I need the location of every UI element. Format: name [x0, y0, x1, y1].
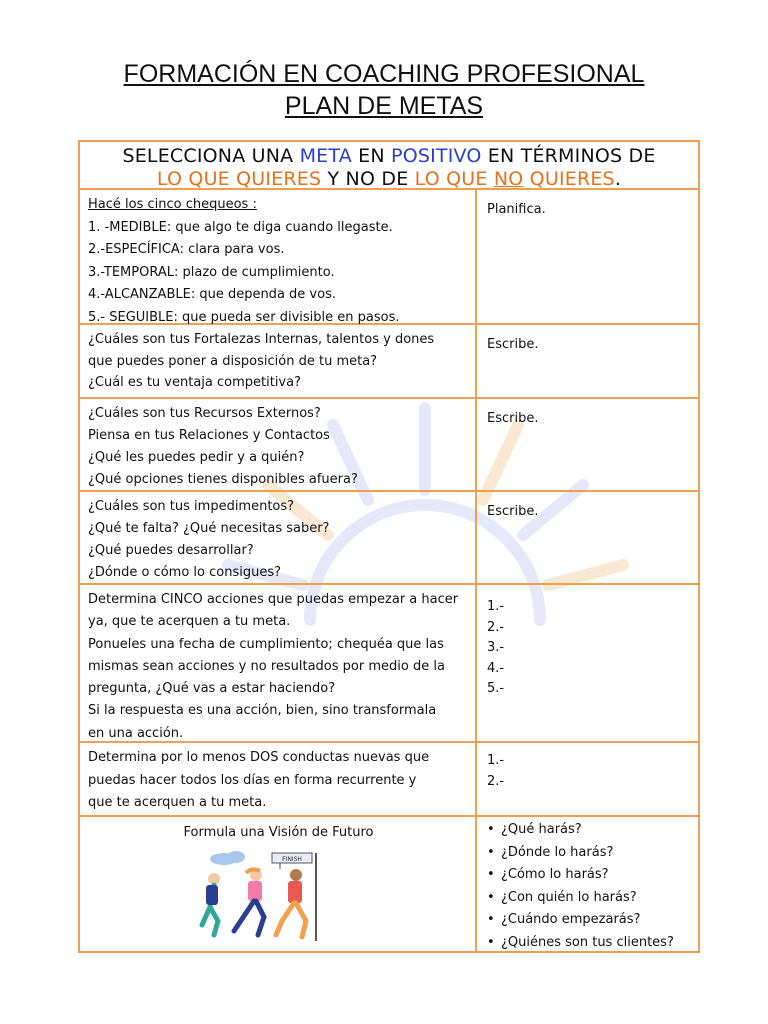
numbered-slot: 4.-	[487, 660, 505, 676]
header-no: NO	[493, 168, 524, 190]
cell-line: ¿Cuáles son tus Recursos Externos?	[88, 406, 321, 421]
header-lo-que: LO QUE	[414, 168, 494, 190]
cell-line: ¿Qué te falta? ¿Qué necesitas saber?	[88, 521, 330, 536]
header-text: EN TÉRMINOS DE	[481, 145, 656, 167]
right-cell	[477, 399, 698, 490]
table-header	[80, 142, 698, 190]
header-dot: .	[614, 168, 622, 190]
question-item: • ¿Dónde lo harás?	[501, 842, 688, 865]
left-cell	[80, 325, 477, 397]
document-title: FORMACIÓN EN COACHING PROFESIONAL	[123, 60, 645, 88]
cell-line: Escribe.	[487, 504, 539, 519]
cell-line: Piensa en tus Relaciones y Contactos	[88, 428, 330, 443]
vision-questions	[487, 819, 688, 954]
row-conductas	[80, 743, 698, 817]
cell-line: Ponueles una fecha de cumplimiento; chequéa que las	[88, 636, 444, 652]
cell-line: ¿Cuál es tu ventaja competitiva?	[88, 375, 301, 390]
numbered-slot: 1.-	[487, 599, 505, 614]
numbered-slot: 5.-	[487, 681, 505, 697]
cell-line: Escribe.	[487, 337, 539, 352]
right-cell	[477, 585, 698, 741]
cell-line: 5.- SEGUIBLE: que pueda ser divisible en pasos.	[88, 309, 400, 325]
numbered-slot: 2.-	[487, 773, 505, 789]
numbered-slot: 1.-	[487, 753, 505, 768]
right-cell	[477, 190, 698, 323]
row-fortalezas	[80, 325, 698, 399]
right-cell	[477, 325, 698, 397]
cell-line: ¿Qué puedes desarrollar?	[88, 543, 254, 558]
question-item: • ¿Quiénes son tus clientes?	[501, 932, 688, 955]
cell-line: ¿Qué opciones tienes disponibles afuera?	[88, 472, 358, 487]
question-item: • ¿Qué harás?	[501, 819, 688, 842]
cell-line: Determina CINCO acciones que puedas empezar a hacer	[88, 592, 459, 607]
header-meta: META	[299, 145, 352, 167]
row-recursos	[80, 399, 698, 492]
row-vision	[80, 817, 698, 951]
cell-line: mismas sean acciones y no resultados por medio de la	[88, 658, 445, 674]
header-text: Y NO DE	[321, 168, 415, 190]
header-text: SELECCIONA UNA	[122, 145, 300, 167]
left-cell	[80, 743, 477, 815]
cell-line: ¿Cuáles son tus impedimentos?	[88, 499, 295, 514]
cell-line: 2.-ESPECÍFICA: clara para vos.	[88, 242, 285, 258]
question-item: • ¿Cuándo empezarás?	[501, 909, 688, 932]
header-quieres: QUIERES	[523, 168, 615, 190]
right-cell	[477, 743, 698, 815]
question-item: • ¿Con quién lo harás?	[501, 887, 688, 910]
left-cell	[80, 585, 477, 741]
header-lo-que-quieres: LO QUE QUIERES	[156, 168, 322, 190]
vision-title: Formula una Visión de Futuro	[183, 825, 374, 840]
cell-line: ya, que te acerquen a tu meta.	[88, 614, 291, 630]
document-subtitle: PLAN DE METAS	[284, 92, 484, 120]
cell-line: Escribe.	[487, 411, 539, 426]
left-cell	[80, 399, 477, 490]
cell-line: ¿Dónde o cómo lo consigues?	[88, 565, 282, 580]
runners-illustration	[184, 849, 334, 944]
row-chequeos	[80, 190, 698, 325]
cell-line: puedas hacer todos los días en forma recurrente y	[88, 772, 417, 788]
header-text: EN	[351, 145, 392, 167]
row-impedimentos	[80, 492, 698, 585]
cell-line: que puedes poner a disposición de tu meta?	[88, 353, 378, 369]
left-cell	[80, 190, 477, 323]
goal-plan-table	[78, 140, 700, 953]
question-item: • ¿Cómo lo harás?	[501, 864, 688, 887]
cell-line: Planifica.	[487, 202, 546, 217]
cell-line: pregunta, ¿Qué vas a estar haciendo?	[88, 681, 336, 697]
cell-line: Hacé los cinco chequeos :	[88, 197, 257, 212]
finish-label: FINISH	[282, 856, 302, 863]
cell-line: Si la respuesta es una acción, bien, sino transformala	[88, 703, 437, 719]
cell-line: 1. -MEDIBLE: que algo te diga cuando llegaste.	[88, 219, 393, 235]
cell-line: 4.-ALCANZABLE: que dependa de vos.	[88, 287, 336, 303]
cell-line: en una acción.	[88, 725, 184, 741]
row-acciones	[80, 585, 698, 743]
left-cell	[80, 817, 477, 951]
numbered-slot: 3.-	[487, 640, 505, 656]
cell-line: que te acerquen a tu meta.	[88, 795, 267, 810]
left-cell	[80, 492, 477, 583]
cell-line: 3.-TEMPORAL: plazo de cumplimiento.	[88, 264, 335, 280]
right-cell	[477, 492, 698, 583]
header-positivo: POSITIVO	[391, 145, 482, 167]
cell-line: ¿Cuáles son tus Fortalezas Internas, talentos y dones	[88, 332, 435, 347]
numbered-slot: 2.-	[487, 619, 505, 635]
cell-line: Determina por lo menos DOS conductas nuevas que	[88, 750, 430, 765]
cell-line: ¿Qué les puedes pedir y a quién?	[88, 450, 305, 465]
right-cell	[477, 817, 698, 951]
